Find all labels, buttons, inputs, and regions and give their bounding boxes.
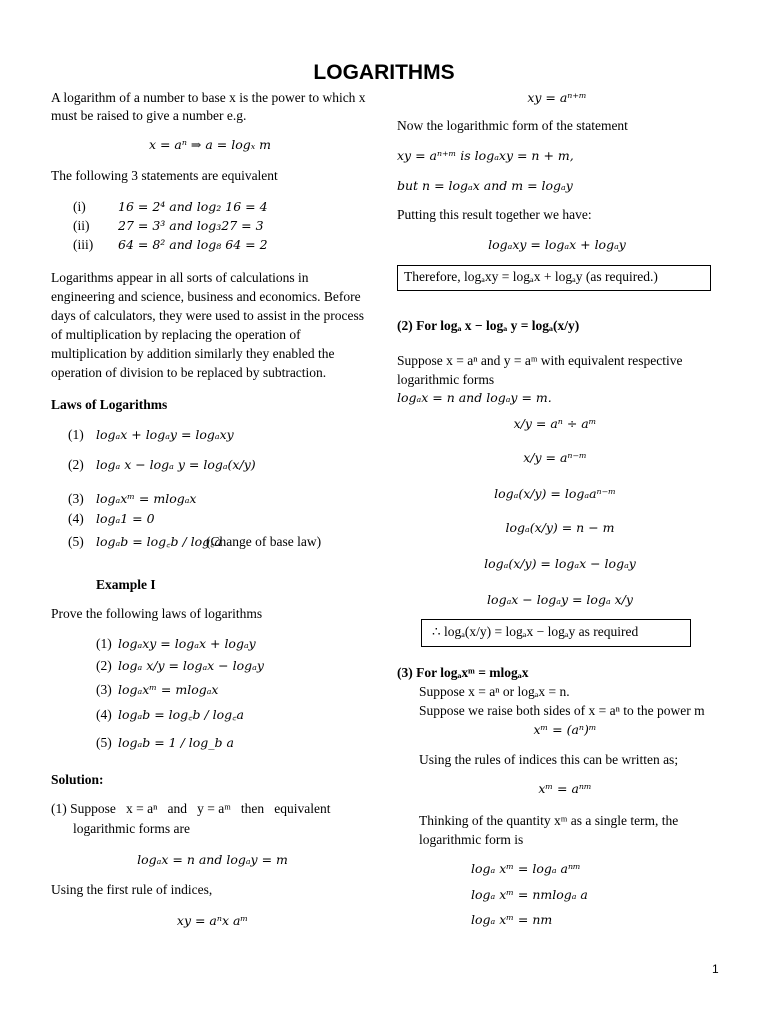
derivation-step: x/y = aⁿ⁻ᵐ xyxy=(523,450,587,465)
definition-equation: x = aⁿ ⇒ a = logₓ m xyxy=(148,137,272,152)
prove-text-item: logₐb = 1 / log_b a xyxy=(118,735,234,750)
required-box-text: ∴ logₐ(x/y) = logₐx − logₐy as required xyxy=(432,624,639,639)
derivation-step: logₐ(x/y) = logₐx − logₐy xyxy=(484,556,636,571)
power-equation: xᵐ = (aⁿ)ᵐ xyxy=(533,722,597,737)
law-text: logₐ x − logₐ y = logₐ(x/y) xyxy=(96,457,256,472)
thinking-line: Thinking of the quantity xᵐ as a single term, the xyxy=(419,813,679,828)
law-text: logₐ1 = 0 xyxy=(96,511,155,526)
required-box xyxy=(421,619,691,647)
paragraph-line: of multiplication by replacing the operation of xyxy=(51,327,301,342)
statement-num: (iii) xyxy=(73,237,94,252)
paragraph-line: engineering and science, business and economics. Before xyxy=(51,289,361,304)
final-line: logₐ xᵐ = nm xyxy=(471,912,553,927)
result-equation: logₐxy = logₐx + logₐy xyxy=(488,237,626,252)
result-box xyxy=(397,265,711,291)
solution-1-line-2: logarithmic forms are xyxy=(73,821,190,836)
statement-text: 64 = 8² and log₈ 64 = 2 xyxy=(118,237,268,252)
part-2-suppose xyxy=(397,351,721,389)
putting-text: Putting this result together we have: xyxy=(397,207,592,222)
xm-equation: xᵐ = aⁿᵐ xyxy=(538,781,592,796)
solution-1-equation: logₐx = n and logₐy = m xyxy=(137,852,288,867)
intro-line-1: A logarithm of a number to base x is the power to which x xyxy=(51,90,366,105)
law-text: logₐx + logₐy = logₐxy xyxy=(96,427,234,442)
final-line: logₐ xᵐ = logₐ aⁿᵐ xyxy=(471,861,581,876)
part-2-heading: (2) For logₐ x − logₐ y = logₐ(x/y) xyxy=(397,318,580,333)
prove-num: (3) xyxy=(96,682,112,697)
statement-num: (ii) xyxy=(73,218,90,233)
law-text: logₐb = log꜀b / log꜀a xyxy=(96,534,222,549)
prove-text-item: logₐb = log꜀b / log꜀a xyxy=(118,707,244,722)
suppose-line: logarithmic forms xyxy=(397,372,495,387)
paragraph-line: Logarithms appear in all sorts of calculations in xyxy=(51,270,309,285)
xy-equation: xy = aⁿx aᵐ xyxy=(176,913,249,928)
law-num: (3) xyxy=(68,491,84,506)
prove-text: Prove the following laws of logarithms xyxy=(51,606,263,621)
prove-num: (5) xyxy=(96,735,112,750)
part-3-heading: (3) For logₐxᵐ = mlogₐx xyxy=(397,665,529,680)
prove-num: (1) xyxy=(96,636,112,651)
thinking-paragraph xyxy=(419,811,721,849)
prove-text-item: logₐxᵐ = mlogₐx xyxy=(118,682,219,697)
law-num: (5) xyxy=(68,534,84,549)
raise-line: Suppose we raise both sides of x = aⁿ to the power m xyxy=(419,703,705,718)
law-num: (4) xyxy=(68,511,84,526)
derivation-step: logₐx − logₐy = logₐ x/y xyxy=(487,592,633,607)
suppose-line: Suppose x = aⁿ and y = aᵐ with equivalent respective xyxy=(397,353,683,368)
solution-1-line-1: (1) Suppose x = aⁿ and y = aᵐ then equivalent xyxy=(51,801,331,816)
law-num: (1) xyxy=(68,427,84,442)
page-number: 1 xyxy=(712,962,719,976)
intro-line-2: must be raised to give a number e.g. xyxy=(51,108,247,123)
derivation-step: logₐ(x/y) = logₐaⁿ⁻ᵐ xyxy=(494,486,616,501)
law-text: logₐxᵐ = mlogₐx xyxy=(96,491,197,506)
suppose-3: Suppose x = aⁿ or logₐx = n. xyxy=(419,684,570,699)
prove-num: (2) xyxy=(96,658,112,673)
law-num: (2) xyxy=(68,457,84,472)
page-title: LOGARITHMS xyxy=(313,61,455,84)
derivation-step: x/y = aⁿ ÷ aᵐ xyxy=(513,416,597,431)
forms-line: logₐx = n and logₐy = m. xyxy=(397,390,552,405)
xy-is-line: xy = aⁿ⁺ᵐ is logₐxy = n + m, xyxy=(397,148,574,163)
laws-heading: Laws of Logarithms xyxy=(51,397,168,412)
prove-num: (4) xyxy=(96,707,112,722)
statement-num: (i) xyxy=(73,199,86,214)
statement-text: 16 = 2⁴ and log₂ 16 = 4 xyxy=(118,199,268,214)
derivation-step: logₐ(x/y) = n − m xyxy=(505,520,615,535)
law-note: (Change of base law) xyxy=(206,534,322,549)
first-rule-text: Using the first rule of indices, xyxy=(51,882,213,897)
but-line: but n = logₐx and m = logₐy xyxy=(397,178,573,193)
prove-text-item: logₐ x/y = logₐx − logₐy xyxy=(118,658,264,673)
prove-text-item: logₐxy = logₐx + logₐy xyxy=(118,636,256,651)
equivalent-intro: The following 3 statements are equivalent xyxy=(51,168,278,183)
logarithms-paragraph xyxy=(51,268,375,382)
final-line: logₐ xᵐ = nmlogₐ a xyxy=(471,887,588,902)
paragraph-line: days of calculators, they were used to assist in the process xyxy=(51,308,365,323)
rules-text: Using the rules of indices this can be written as; xyxy=(419,752,679,767)
example-heading: Example I xyxy=(96,577,156,592)
statement-text: 27 = 3³ and log₃27 = 3 xyxy=(118,218,264,233)
thinking-line: logarithmic form is xyxy=(419,832,524,847)
solution-heading: Solution: xyxy=(51,772,104,787)
top-equation: xy = aⁿ⁺ᵐ xyxy=(527,90,587,105)
now-text: Now the logarithmic form of the statement xyxy=(397,118,628,133)
paragraph-line: multiplication by addition similarly they enabled the xyxy=(51,346,335,361)
paragraph-line: operation of division to be replaced by subtraction. xyxy=(51,365,327,380)
result-box-text: Therefore, logₐxy = logₐx + logₐy (as required.) xyxy=(404,269,658,284)
